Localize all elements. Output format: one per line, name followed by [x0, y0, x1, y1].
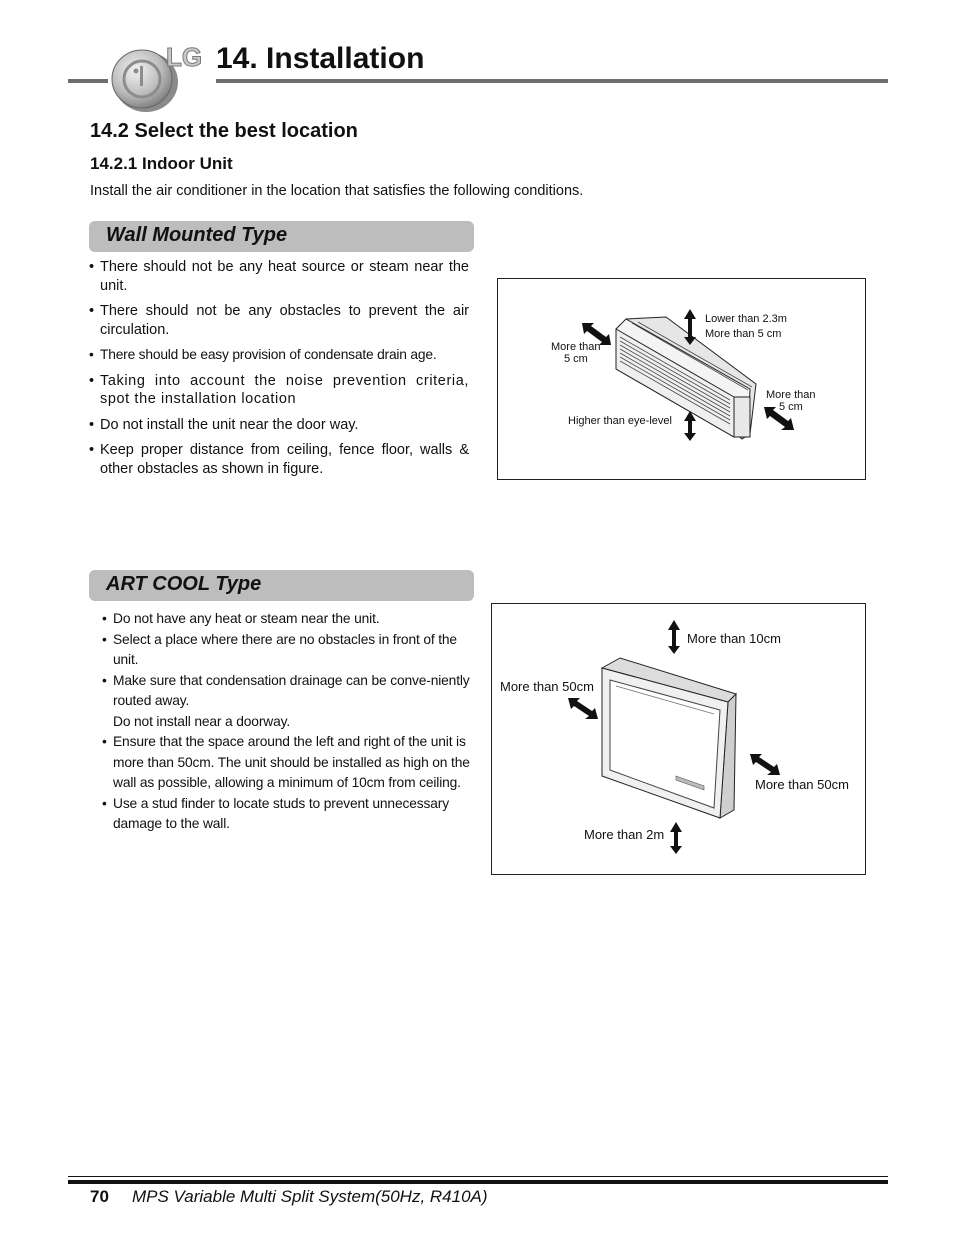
label-right-more-than: More than [766, 389, 816, 401]
label-top-more-than-5cm: More than 5 cm [705, 328, 782, 340]
art-cool-banner [89, 570, 474, 601]
list-item-continued: Do not install near a doorway. [113, 713, 291, 729]
label-right-more-than-50cm: More than 50cm [755, 777, 849, 792]
footer-rule [68, 1180, 888, 1184]
art-cool-figure [491, 603, 866, 875]
label-left-more-than-50cm: More than 50cm [500, 679, 594, 694]
document-title: MPS Variable Multi Split System(50Hz, R410A) [132, 1187, 488, 1206]
footer-rule-thin [68, 1176, 888, 1177]
wall-mounted-figure [497, 278, 866, 480]
chapter-title: 14. Installation [216, 42, 425, 75]
label-left-5cm: 5 cm [564, 353, 588, 365]
intro-text: Install the air conditioner in the location that satisfies the following conditions. [90, 183, 584, 199]
list-item: • Ensure that the space around the left and right of the unit is more than 50cm. The unit should be installed as high on the wall as possible, allowing a minimum of 10cm from ceiling. [102, 732, 476, 794]
art-cool-banner-label: ART COOL Type [106, 573, 262, 595]
lg-logo [106, 38, 216, 118]
page-number: 70 [90, 1187, 109, 1206]
list-item: • Do not have any heat or steam near the unit. [102, 609, 476, 630]
list-item: • There should not be any heat source or steam near the unit. [89, 258, 469, 295]
label-more-than-2m: More than 2m [584, 827, 665, 842]
list-item: • Use a stud finder to locate studs to prevent unnecessary damage to the wall. [102, 794, 476, 835]
header-rule-left [68, 79, 108, 83]
wall-mounted-conditions [89, 258, 469, 485]
section-title: 14.2 Select the best location [90, 120, 358, 142]
label-right-5cm: 5 cm [779, 401, 803, 413]
list-item: • Select a place where there are no obstacles in front of the unit. [102, 630, 476, 671]
label-more-than-10cm: More than 10cm [687, 631, 781, 646]
art-cool-conditions [102, 609, 476, 835]
list-item: • There should be easy provision of condensate drain age. [89, 346, 469, 365]
label-left-more-than: More than [551, 341, 601, 353]
header-rule-right [216, 79, 888, 83]
wall-mounted-banner-label: Wall Mounted Type [106, 224, 288, 246]
list-item: • There should not be any obstacles to prevent the air circulation. [89, 302, 469, 339]
wall-mounted-banner [89, 221, 474, 252]
label-higher-than-eye-level: Higher than eye-level [568, 415, 672, 427]
list-item: • Make sure that condensation drainage can be conve-niently routed away. [102, 671, 476, 712]
wall-unit-illustration [498, 279, 865, 479]
list-item: • Do not install the unit near the door way. [89, 416, 469, 435]
list-item: • Keep proper distance from ceiling, fence floor, walls & other obstacles as shown in figure. [89, 441, 469, 478]
list-item: • Taking into account the noise prevention criteria, spot the installation location [89, 372, 469, 409]
label-lower-than-2-3m: Lower than 2.3m [705, 313, 787, 325]
subsection-title: 14.2.1 Indoor Unit [90, 154, 233, 173]
art-cool-unit-illustration [492, 604, 865, 874]
svg-text:LG: LG [166, 42, 203, 72]
